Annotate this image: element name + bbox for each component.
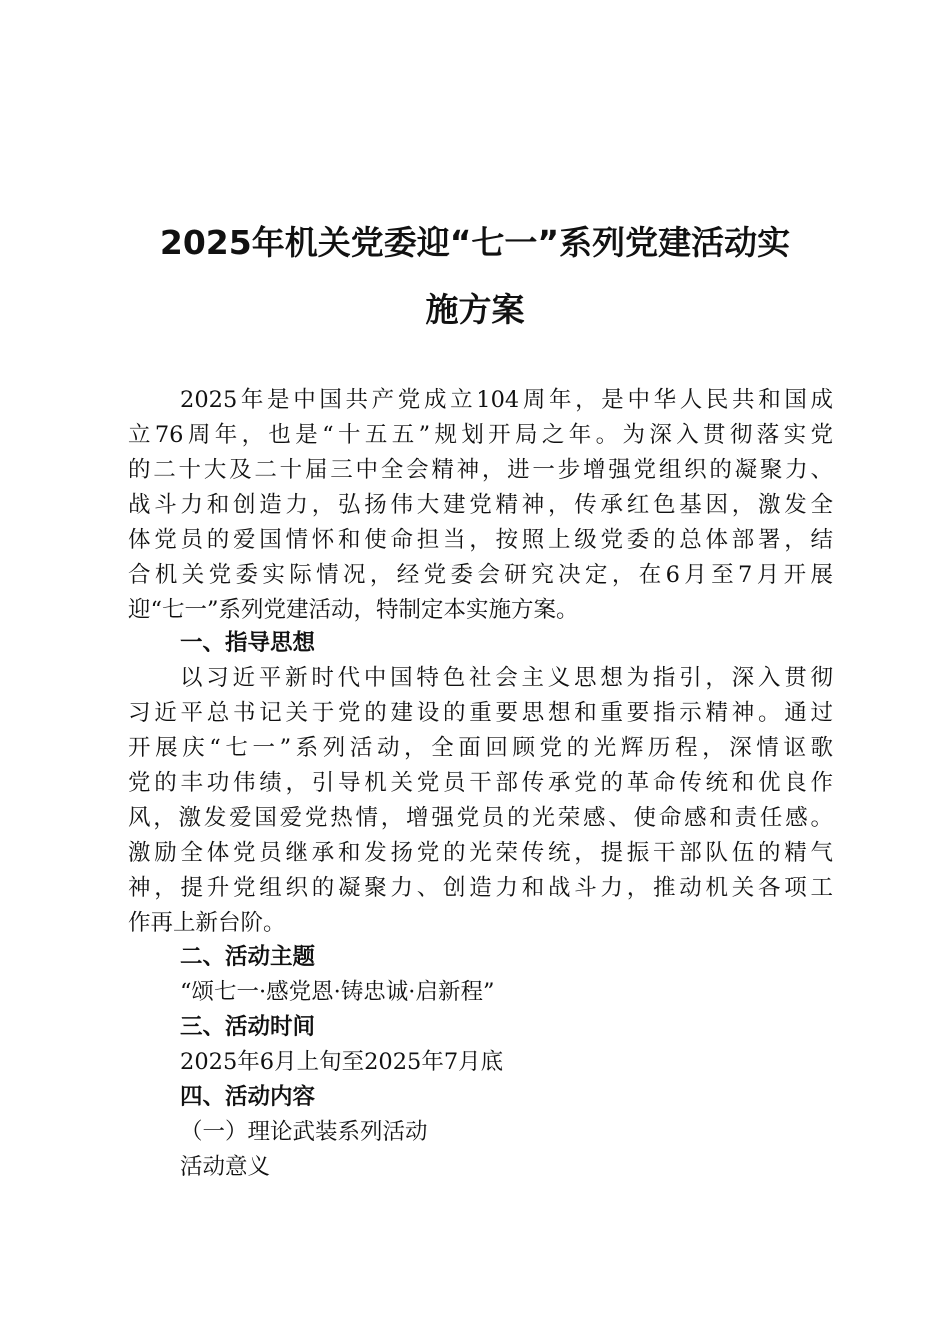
- section1-paragraph-line: 作再上新台阶。: [128, 910, 286, 936]
- section-heading-activity-content: 四、活动内容: [180, 1084, 316, 1110]
- section1-paragraph-line: 开展庆“七一”系列活动，全面回顾党的光辉历程，深情讴歌: [128, 735, 833, 761]
- section1-paragraph-line: 风，激发爱国爱党热情，增强党员的光荣感、使命感和责任感。: [128, 805, 833, 831]
- activity-significance-text: 活动意义: [180, 1154, 271, 1180]
- intro-paragraph-line: 的二十大及二十届三中全会精神，进一步增强党组织的凝聚力、: [128, 457, 833, 483]
- intro-paragraph-line: 迎“七一”系列党建活动，特制定本实施方案。: [128, 597, 579, 623]
- section-heading-guiding-ideology: 一、指导思想: [180, 630, 316, 656]
- intro-paragraph-line: 体党员的爱国情怀和使命担当，按照上级党委的总体部署，结: [128, 527, 833, 553]
- section1-paragraph-line: 党的丰功伟绩，引导机关党员干部传承党的革命传统和优良作: [128, 770, 833, 796]
- intro-paragraph-line: 合机关党委实际情况，经党委会研究决定，在6月至7月开展: [128, 562, 833, 588]
- activity-theme-text: “颂七一·感党恩·铸忠诚·启新程”: [180, 979, 495, 1005]
- section-heading-activity-time: 三、活动时间: [180, 1014, 316, 1040]
- section1-paragraph-line: 以习近平新时代中国特色社会主义思想为指引，深入贯彻: [180, 665, 833, 691]
- intro-paragraph-line: 战斗力和创造力，弘扬伟大建党精神，传承红色基因，激发全: [128, 492, 833, 518]
- section1-paragraph-line: 习近平总书记关于党的建设的重要思想和重要指示精神。通过: [128, 700, 833, 726]
- section1-paragraph-line: 激励全体党员继承和发扬党的光荣传统，提振干部队伍的精气: [128, 840, 833, 866]
- section1-paragraph-line: 神，提升党组织的凝聚力、创造力和战斗力，推动机关各项工: [128, 875, 833, 901]
- document-title-line-2: 施方案: [425, 290, 525, 329]
- activity-time-text: 2025年6月上旬至2025年7月底: [180, 1049, 504, 1075]
- intro-paragraph-line: 立76周年，也是“十五五”规划开局之年。为深入贯彻落实党: [128, 422, 833, 448]
- intro-paragraph-line: 2025年是中国共产党成立104周年，是中华人民共和国成: [180, 387, 833, 413]
- document-title-line-1: 2025年机关党委迎“七一”系列党建活动实: [159, 223, 791, 262]
- activity-content-subheading: （一）理论武装系列活动: [180, 1119, 428, 1145]
- section-heading-activity-theme: 二、活动主题: [180, 944, 316, 970]
